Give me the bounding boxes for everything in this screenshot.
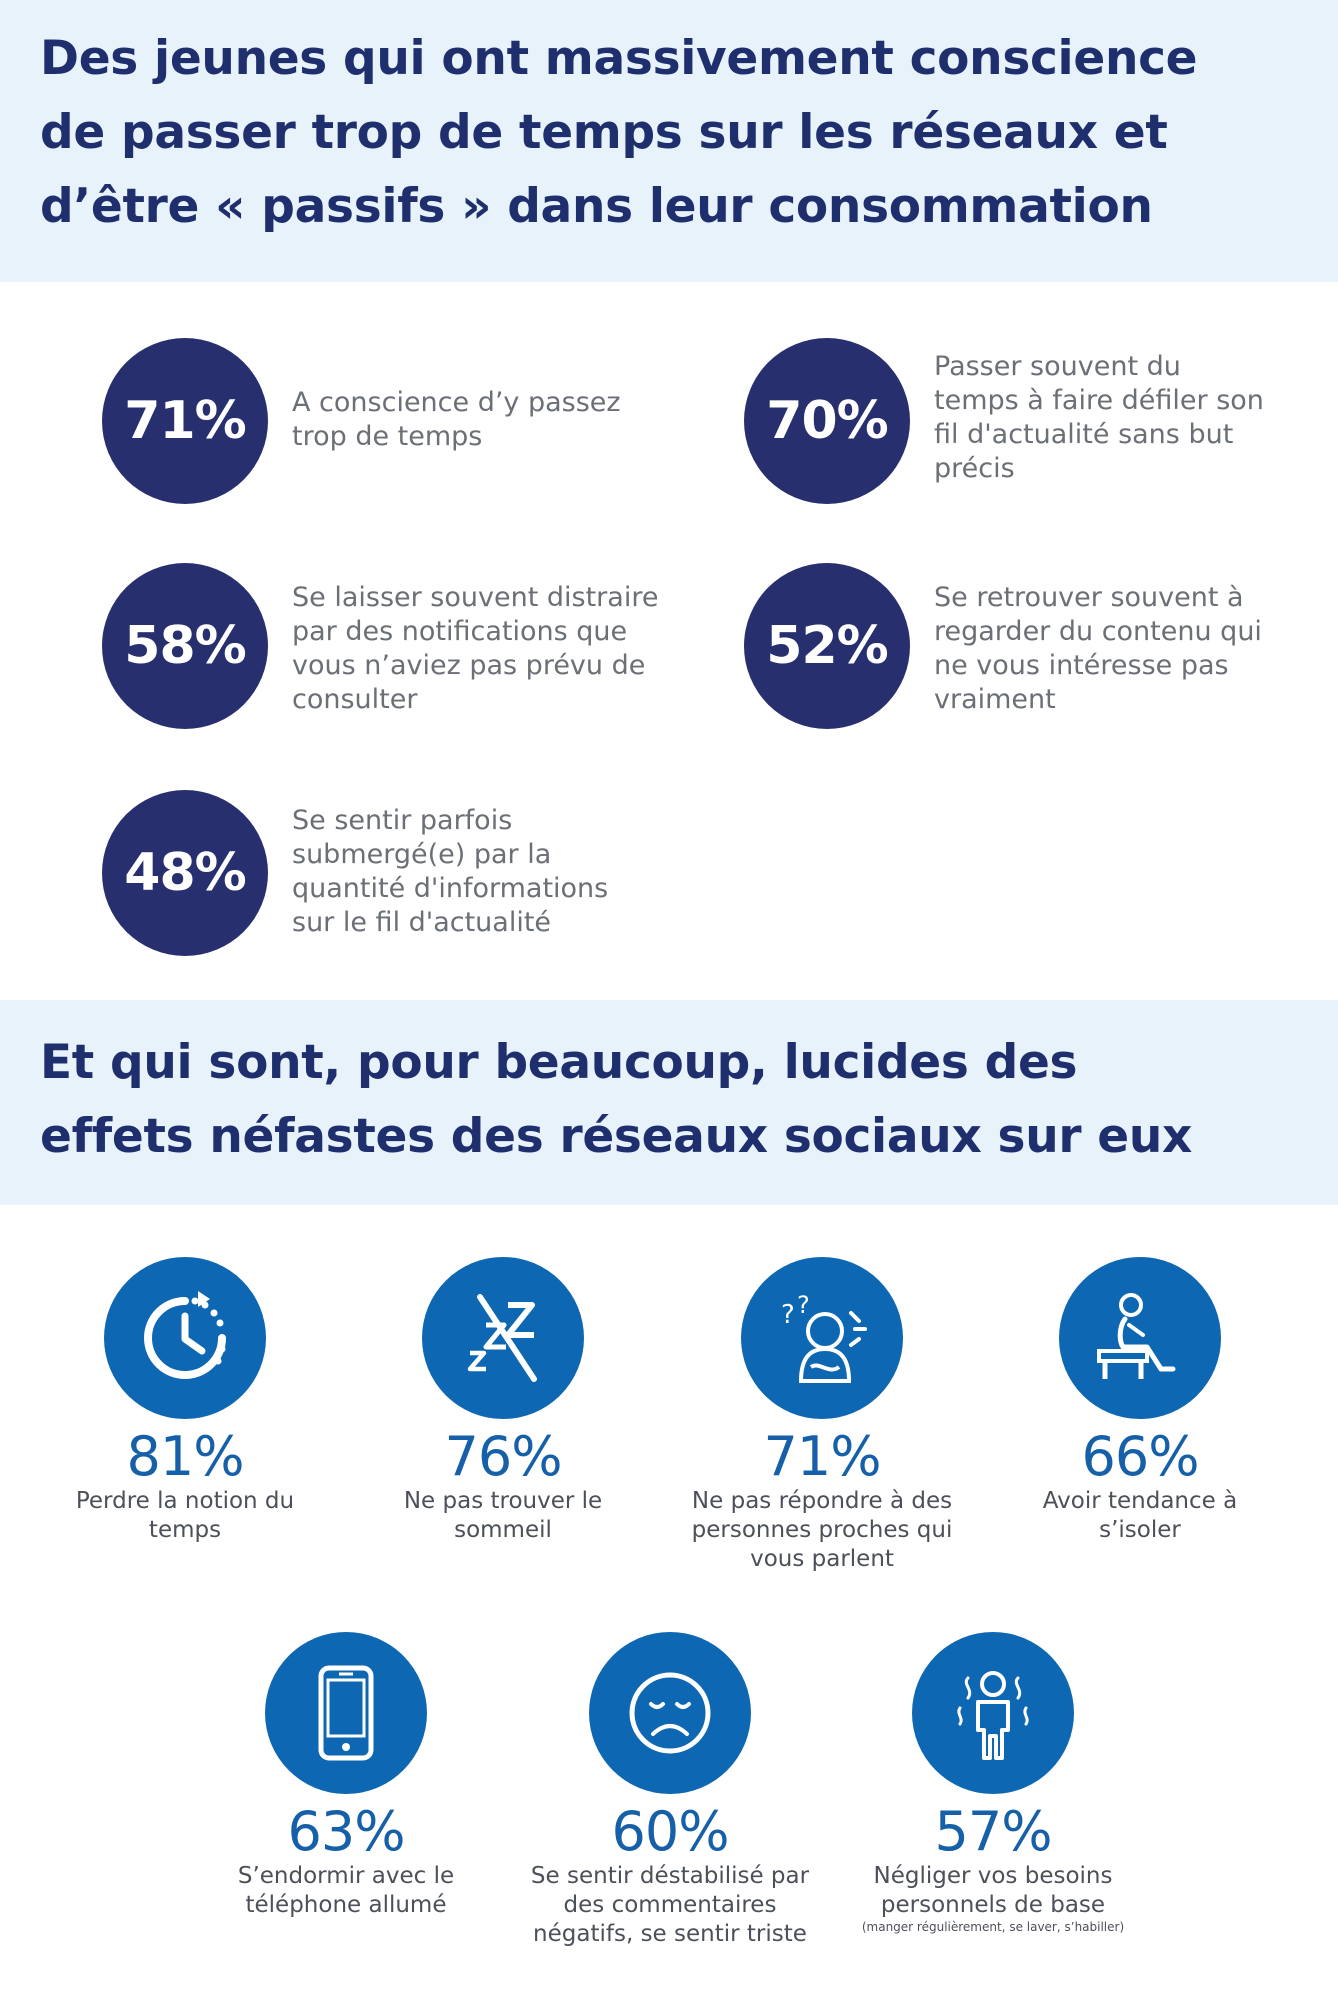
effect-value: 66% (1081, 1425, 1199, 1488)
stat-text: A conscience d’y passez trop de temps (292, 387, 621, 452)
stat-circle: 58% (102, 563, 268, 729)
person-sitting-bench-icon (1085, 1283, 1195, 1393)
stat-text: Se laisser souvent distraire par des notifications que vous n’aviez pas prévu de consulter (292, 582, 659, 715)
effect-time (35, 1257, 335, 1545)
sleep-zzz-icon (448, 1283, 558, 1393)
effect-icon-circle (589, 1632, 751, 1794)
confused-person-icon (767, 1283, 877, 1393)
effect-icon-circle (741, 1257, 903, 1419)
section2-header (0, 1000, 1338, 1205)
effect-isolate (990, 1257, 1290, 1545)
effect-neglect-needs (843, 1632, 1143, 1934)
effect-icon-circle (912, 1632, 1074, 1794)
effect-note: (manger régulièrement, se laver, s’habiller) (861, 1920, 1125, 1934)
effect-icon-circle (104, 1257, 266, 1419)
effect-negative-comments (520, 1632, 820, 1949)
effect-value: 60% (611, 1800, 729, 1863)
svg-text:?: ? (781, 1300, 795, 1330)
svg-text:?: ? (797, 1291, 810, 1319)
section2-title: Et qui sont, pour beaucoup, lucides des effets néfastes des réseaux sociaux sur eux (40, 1035, 1193, 1164)
effect-value: 76% (444, 1425, 562, 1488)
stat-circle: 71% (102, 338, 268, 504)
effect-label: Se sentir déstabilisé par des commentaires négatifs, se sentir triste (530, 1863, 810, 1947)
effect-value: 63% (287, 1800, 405, 1863)
stat-text: Se retrouver souvent à regarder du contenu qui ne vous intéresse pas vraiment (934, 582, 1262, 715)
clock-icon (130, 1283, 240, 1393)
stat-text: Passer souvent du temps à faire défiler son fil d'actualité sans but précis (934, 351, 1264, 484)
stat-circle: 52% (744, 563, 910, 729)
effect-icon-circle (265, 1632, 427, 1794)
effect-label: Ne pas répondre à des personnes proches qui vous parlent (691, 1488, 953, 1572)
stat-text: Se sentir parfois submergé(e) par la quantité d'informations sur le fil d'actualité (292, 805, 609, 938)
stat-circle: 70% (744, 338, 910, 504)
effect-label: S’endormir avec le téléphone allumé (237, 1863, 455, 1918)
stat-circle: 48% (102, 790, 268, 956)
effect-label: Négliger vos besoins personnels de base (873, 1863, 1113, 1918)
effect-label: Avoir tendance à s’isoler (1042, 1488, 1238, 1543)
smartphone-icon (291, 1658, 401, 1768)
effect-label: Ne pas trouver le sommeil (403, 1488, 603, 1543)
effect-value: 81% (126, 1425, 244, 1488)
effect-value: 57% (934, 1800, 1052, 1863)
section1-header (0, 0, 1338, 282)
effect-icon-circle (422, 1257, 584, 1419)
effect-icon-circle (1059, 1257, 1221, 1419)
effect-ignore-close (672, 1257, 972, 1574)
effect-label: Perdre la notion du temps (75, 1488, 295, 1543)
effect-sleep (353, 1257, 653, 1545)
section1-title: Des jeunes qui ont massivement conscience de passer trop de temps sur les réseaux et d’être « passifs » dans leur consommation (40, 31, 1198, 234)
unwashed-person-icon (938, 1658, 1048, 1768)
sad-face-icon (615, 1658, 725, 1768)
effect-phone-on (196, 1632, 496, 1920)
effect-value: 71% (763, 1425, 881, 1488)
